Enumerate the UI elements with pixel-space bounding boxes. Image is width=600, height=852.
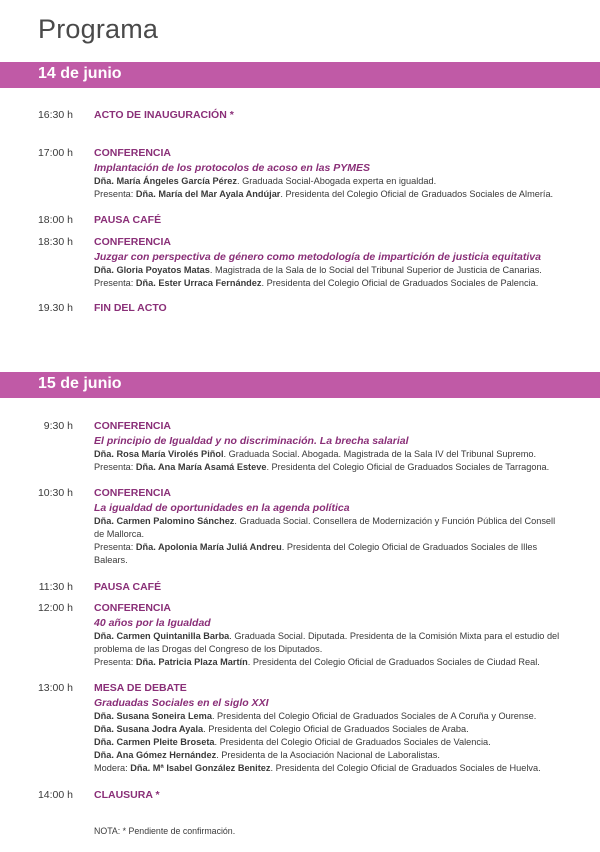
session-kind: CONFERENCIA xyxy=(94,602,172,614)
speaker-line: Dña. Carmen Palomino Sánchez. Graduada Social. Consellera de Modernización y Función Pública del Consell de Mallorca. xyxy=(94,516,556,539)
day-label: 14 de junio xyxy=(38,65,122,82)
session-kind: MESA DE DEBATE xyxy=(94,682,187,694)
presenter-name: Dña. Ana María Asamá Esteve xyxy=(135,462,267,472)
day-label: 15 de junio xyxy=(38,375,122,392)
session-time: 12:00 h xyxy=(37,602,73,614)
presenter-name: Dña. Apolonia María Juliá Andreu xyxy=(135,542,282,552)
talk-title: La igualdad de oportunidades en la agenda política xyxy=(94,502,350,514)
session-kind: CONFERENCIA xyxy=(94,147,172,159)
session-time: 17:00 h xyxy=(37,147,73,159)
session-time: 19.30 h xyxy=(37,302,73,314)
talk-title: Juzgar con perspectiva de género como metodología de impartición de justicia equitativa xyxy=(94,251,541,263)
panelist-line: Dña. Ana Gómez Hernández. Presidenta de la Asociación Nacional de Laboralistas. xyxy=(94,750,440,760)
footnote: NOTA: * Pendiente de confirmación. xyxy=(94,826,236,836)
presenter-name: Dña. María del Mar Ayala Andújar xyxy=(135,189,281,199)
session-time: 9:30 h xyxy=(43,420,73,432)
panelist-name: Dña. Susana Soneira Lema xyxy=(94,711,212,721)
presenter-name: Dña. Patricia Plaza Martín xyxy=(135,657,248,667)
speaker-line: Dña. Carmen Quintanilla Barba. Graduada Social. Diputada. Presidenta de la Comisión Mixta para el estudio del problema de las Drogas del Congreso de los Diputados. xyxy=(94,631,560,654)
panelist-line: Dña. Susana Soneira Lema. Presidenta del Colegio Oficial de Graduados Sociales de A Coruña y Ourense. xyxy=(94,711,537,721)
session-time: 18:30 h xyxy=(37,236,73,248)
session-time: 14:00 h xyxy=(37,789,73,801)
session-kind: CONFERENCIA xyxy=(94,487,172,499)
speaker-name: Dña. Carmen Quintanilla Barba xyxy=(94,631,230,641)
presenter-name: Dña. Ester Urraca Fernández xyxy=(135,278,262,288)
speaker-line: Dña. Gloria Poyatos Matas. Magistrada de la Sala de lo Social del Tribunal Superior de Justicia de Canarias. xyxy=(94,265,542,275)
presenter-line: Presenta: Dña. Ester Urraca Fernández. Presidenta del Colegio Oficial de Graduados Sociales de Palencia. xyxy=(94,278,539,288)
presenter-line: Presenta: Dña. Patricia Plaza Martín. Presidenta del Colegio Oficial de Graduados Sociales de Ciudad Real. xyxy=(94,657,540,667)
speaker-name: Dña. Carmen Palomino Sánchez xyxy=(94,516,235,526)
session-kind: CLAUSURA * xyxy=(94,789,160,801)
session-time: 10:30 h xyxy=(37,487,73,499)
talk-title: Implantación de los protocolos de acoso en las PYMES xyxy=(94,162,370,174)
session-time: 18:00 h xyxy=(37,214,73,226)
session-kind: CONFERENCIA xyxy=(94,236,172,248)
session-kind: PAUSA CAFÉ xyxy=(94,214,162,226)
presenter-line: Presenta: Dña. Apolonia María Juliá Andreu. Presidenta del Colegio Oficial de Graduados Sociales de Illes Balears. xyxy=(94,542,538,565)
speaker-line: Dña. María Ángeles García Pérez. Graduada Social-Abogada experta en igualdad. xyxy=(94,176,437,186)
session-kind: PAUSA CAFÉ xyxy=(94,581,162,593)
presenter-line: Presenta: Dña. Ana María Asamá Esteve. Presidenta del Colegio Oficial de Graduados Sociales de Tarragona. xyxy=(94,462,550,472)
panelist-name: Dña. Carmen Pleite Broseta xyxy=(94,737,215,747)
moderator-line: Modera: Dña. Mª Isabel González Benitez. Presidenta del Colegio Oficial de Graduados Sociales de Huelva. xyxy=(94,763,541,773)
session-time: 13:00 h xyxy=(37,682,73,694)
panelist-line: Dña. Susana Jodra Ayala. Presidenta del Colegio Oficial de Graduados Sociales de Araba. xyxy=(94,724,469,734)
page-title: Programa xyxy=(38,14,159,44)
panelist-name: Dña. Ana Gómez Hernández xyxy=(94,750,217,760)
session-kind: CONFERENCIA xyxy=(94,420,172,432)
talk-title: 40 años por la Igualdad xyxy=(94,617,211,629)
session-time: 11:30 h xyxy=(38,581,73,593)
talk-title: Graduadas Sociales en el siglo XXI xyxy=(94,697,269,709)
session-kind: FIN DEL ACTO xyxy=(94,302,167,314)
panelist-name: Dña. Susana Jodra Ayala xyxy=(94,724,204,734)
moderator-name: Dña. Mª Isabel González Benitez xyxy=(130,763,271,773)
talk-title: El principio de Igualdad y no discriminación. La brecha salarial xyxy=(94,435,409,447)
presenter-line: Presenta: Dña. María del Mar Ayala Andújar. Presidenta del Colegio Oficial de Graduados Sociales de Almería. xyxy=(94,189,554,199)
day-header-14-junio xyxy=(0,62,600,88)
speaker-line: Dña. Rosa María Virolés Piñol. Graduada Social. Abogada. Magistrada de la Sala IV del Tribunal Supremo. xyxy=(94,449,537,459)
speaker-name: Dña. Gloria Poyatos Matas xyxy=(94,265,210,275)
speaker-name: Dña. María Ángeles García Pérez xyxy=(94,176,237,186)
day-header-15-junio xyxy=(0,372,600,398)
session-time: 16:30 h xyxy=(37,109,73,121)
session-kind: ACTO DE INAUGURACIÓN * xyxy=(94,109,234,121)
panelist-line: Dña. Carmen Pleite Broseta. Presidenta del Colegio Oficial de Graduados Sociales de Valencia. xyxy=(94,737,491,747)
speaker-name: Dña. Rosa María Virolés Piñol xyxy=(94,449,224,459)
